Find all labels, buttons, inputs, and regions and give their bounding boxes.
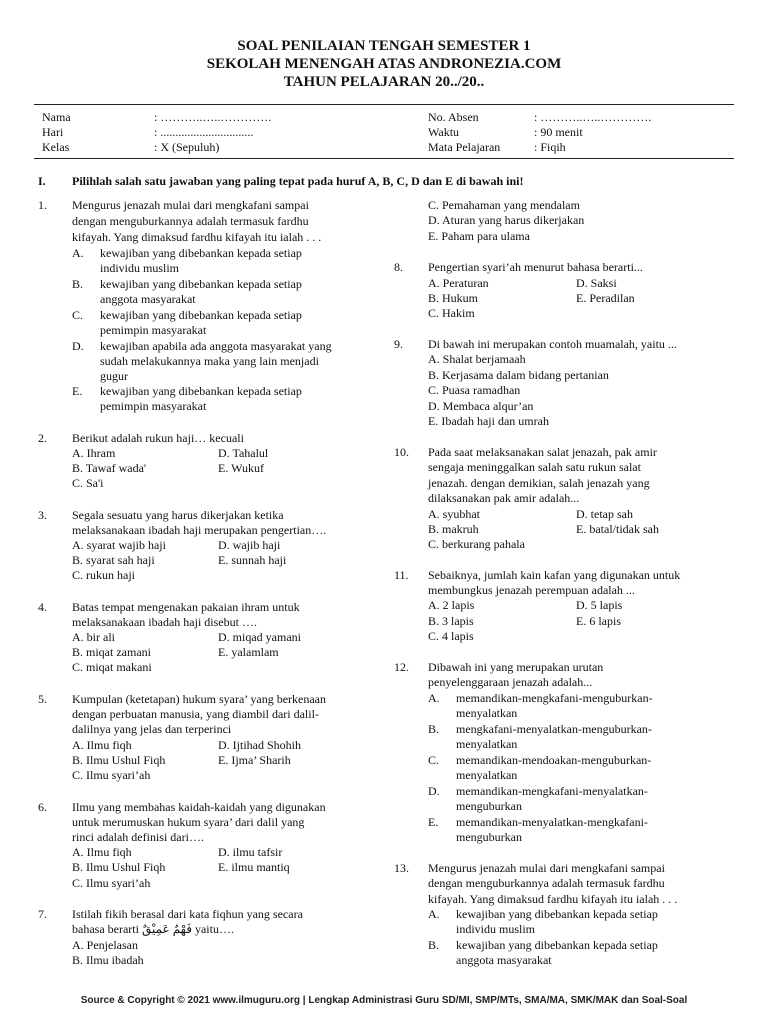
text-line: E. Ibadah haji dan umrah bbox=[428, 414, 549, 428]
text-line: A. syarat wajib haji bbox=[72, 538, 166, 552]
text-line: 10. bbox=[394, 445, 409, 459]
text-line: Kumpulan (ketetapan) hukum syara’ yang berkenaan bbox=[72, 692, 327, 706]
header-rule-bottom bbox=[34, 158, 734, 159]
text-line: membungkus jenazah perempuan adalah ... bbox=[428, 583, 635, 597]
text-line: kewajiban yang dibebankan kepada setiap bbox=[100, 246, 302, 260]
text-line: A. Peraturan bbox=[428, 276, 489, 290]
text-line: B. 3 lapis bbox=[428, 614, 474, 628]
text-line: C. Pemahaman yang mendalam bbox=[428, 198, 580, 212]
text-line: kewajiban yang dibebankan kepada setiap bbox=[100, 384, 302, 398]
text-line: 4. bbox=[38, 600, 47, 614]
text-line: kewajiban yang dibebankan kepada setiap bbox=[100, 277, 302, 291]
text-line: D. tetap sah bbox=[576, 507, 633, 521]
text-line: C. miqat makani bbox=[72, 660, 152, 674]
text-line: E. ilmu mantiq bbox=[218, 860, 290, 874]
text-line: Batas tempat mengenakan pakaian ihram untuk bbox=[72, 600, 300, 614]
text-line: A. Ihram bbox=[72, 446, 116, 460]
text-line: individu muslim bbox=[456, 922, 536, 936]
text-line: E. batal/tidak sah bbox=[576, 522, 659, 536]
text-line: memandikan-mengkafani-menyalatkan- bbox=[456, 784, 648, 798]
text-line: 9. bbox=[394, 337, 403, 351]
text-line: Pengertian syari’ah menurut bahasa berarti... bbox=[428, 260, 643, 274]
text-line: C. bbox=[428, 753, 440, 767]
footer-copyright: Source & Copyright © 2021 www.ilmuguru.org | Lengkap Administrasi Guru SD/MI, SMP/MTs, SMA/MA, SMK/MAK dan Soal-Soal bbox=[80, 995, 688, 1006]
text-line: B. makruh bbox=[428, 522, 479, 536]
text-line: dengan menguburkannya adalah termasuk fardhu bbox=[72, 214, 309, 228]
text-line: dengan perbuatan manusia, yang diambil dari dalil- bbox=[72, 707, 319, 721]
text-line: dilaksanakan pak amir adalah... bbox=[428, 491, 580, 505]
text-line: D. Aturan yang harus dikerjakan bbox=[428, 213, 585, 227]
text-line: menyalatkan bbox=[456, 768, 518, 782]
text-line: Mengurus jenazah mulai dari mengkafani sampai bbox=[72, 198, 309, 212]
text-line: memandikan-mendoakan-menguburkan- bbox=[456, 753, 652, 767]
text-line: kifayah. Yang dimaksud fardhu kifayah itu ialah . . . bbox=[72, 230, 322, 244]
text-line: rinci adalah definisi dari…. bbox=[72, 830, 204, 844]
text-line: kewajiban apabila ada anggota masyarakat yang bbox=[100, 339, 332, 353]
text-line: anggota masyarakat bbox=[100, 292, 196, 306]
text-line: 13. bbox=[394, 861, 409, 875]
text-line: E. Ijma’ Sharih bbox=[218, 753, 291, 767]
text-line: menguburkan bbox=[456, 799, 522, 813]
text-line: E. bbox=[72, 384, 83, 398]
waktu-value: : 90 menit bbox=[534, 125, 583, 139]
text-line: kewajiban yang dibebankan kepada setiap bbox=[456, 907, 658, 921]
text-line: D. miqad yamani bbox=[218, 630, 301, 644]
text-line: pemimpin masyarakat bbox=[100, 399, 207, 413]
text-line: C. berkurang pahala bbox=[428, 537, 525, 551]
text-line: E. 6 lapis bbox=[576, 614, 621, 628]
text-line: C. Ilmu syari’ah bbox=[72, 876, 151, 890]
text-line: E. bbox=[428, 815, 439, 829]
text-line: E. Paham para ulama bbox=[428, 229, 530, 243]
nama-value: : ………..…..…………. bbox=[154, 110, 272, 124]
text-line: C. 4 lapis bbox=[428, 629, 474, 643]
text-line: D. Membaca alqur’an bbox=[428, 399, 534, 413]
text-line: B. bbox=[428, 722, 440, 736]
text-line: C. Sa'i bbox=[72, 476, 104, 490]
text-line: D. bbox=[428, 784, 440, 798]
text-line: 8. bbox=[394, 260, 403, 274]
text-line: sengaja meninggalkan salah satu rukun salat bbox=[428, 460, 641, 474]
text-line: D. wajib haji bbox=[218, 538, 281, 552]
text-line: menyalatkan bbox=[456, 737, 518, 751]
text-line: B. Ilmu Ushul Fiqh bbox=[72, 753, 166, 767]
text-line: B. Kerjasama dalam bidang pertanian bbox=[428, 368, 609, 382]
text-line: bahasa berarti فَهْمٌ عَمِيْقٌ yaitu…. bbox=[72, 922, 234, 936]
nama-label: Nama bbox=[42, 110, 71, 124]
text-line: 1. bbox=[38, 198, 47, 212]
absen-label: No. Absen bbox=[428, 110, 479, 124]
text-line: D. Tahalul bbox=[218, 446, 269, 460]
text-line: penyelenggaraan jenazah adalah... bbox=[428, 675, 593, 689]
text-line: A. bir ali bbox=[72, 630, 115, 644]
text-line: dengan menguburkannya adalah termasuk fardhu bbox=[428, 876, 665, 890]
kelas-value: : X (Sepuluh) bbox=[154, 140, 220, 154]
text-line: mengkafani-menyalatkan-menguburkan- bbox=[456, 722, 652, 736]
text-line: Istilah fikih berasal dari kata fiqhun yang secara bbox=[72, 907, 303, 921]
text-line: A. Ilmu fiqh bbox=[72, 845, 132, 859]
text-line: Mengurus jenazah mulai dari mengkafani sampai bbox=[428, 861, 665, 875]
text-line: sudah melakukannya maka yang lain menjadi bbox=[100, 354, 319, 368]
text-line: pemimpin masyarakat bbox=[100, 323, 207, 337]
title-line-2: SEKOLAH MENENGAH ATAS ANDRONEZIA.COM bbox=[206, 56, 562, 72]
text-line: 3. bbox=[38, 508, 47, 522]
text-line: D. Saksi bbox=[576, 276, 617, 290]
text-line: B. Tawaf wada' bbox=[72, 461, 147, 475]
text-line: untuk merumuskan hukum syara’ dari dalil yang bbox=[72, 815, 305, 829]
text-line: E. sunnah haji bbox=[218, 553, 287, 567]
text-line: A. Ilmu fiqh bbox=[72, 738, 132, 752]
text-line: A. 2 lapis bbox=[428, 598, 475, 612]
text-line: kewajiban yang dibebankan kepada setiap bbox=[456, 938, 658, 952]
text-line: Dibawah ini yang merupakan urutan bbox=[428, 660, 604, 674]
text-line: A. Penjelasan bbox=[72, 938, 138, 952]
text-line: 2. bbox=[38, 431, 47, 445]
text-line: Ilmu yang membahas kaidah-kaidah yang digunakan bbox=[72, 800, 326, 814]
text-line: D. Ijtihad Shohih bbox=[218, 738, 301, 752]
text-line: Pada saat melaksanakan salat jenazah, pak amir bbox=[428, 445, 657, 459]
hari-value: : ............................... bbox=[154, 125, 254, 139]
text-line: individu muslim bbox=[100, 261, 180, 275]
text-line: B. syarat sah haji bbox=[72, 553, 155, 567]
section-instruction: Pilihlah salah satu jawaban yang paling tepat pada huruf A, B, C, D dan E di bawah ini! bbox=[72, 174, 524, 188]
title-line-3: TAHUN PELAJARAN 20../20.. bbox=[283, 74, 485, 90]
mapel-label: Mata Pelajaran bbox=[428, 140, 501, 154]
text-line: menguburkan bbox=[456, 830, 522, 844]
text-line: A. syubhat bbox=[428, 507, 480, 521]
hari-label: Hari bbox=[42, 125, 64, 139]
absen-value: : ………..…..…………. bbox=[534, 110, 652, 124]
text-line: D. ilmu tafsir bbox=[218, 845, 283, 859]
text-line: kifayah. Yang dimaksud fardhu kifayah itu ialah . . . bbox=[428, 892, 678, 906]
text-line: E. Peradilan bbox=[576, 291, 635, 305]
text-line: anggota masyarakat bbox=[456, 953, 552, 967]
text-line: C. Puasa ramadhan bbox=[428, 383, 521, 397]
text-line: A. Shalat berjamaah bbox=[428, 352, 526, 366]
text-line: gugur bbox=[100, 369, 128, 383]
waktu-label: Waktu bbox=[428, 125, 460, 139]
text-line: B. Hukum bbox=[428, 291, 479, 305]
text-line: E. yalamlam bbox=[218, 645, 279, 659]
kelas-label: Kelas bbox=[42, 140, 70, 154]
text-line: Di bawah ini merupakan contoh muamalah, yaitu ... bbox=[428, 337, 677, 351]
title-line-1: SOAL PENILAIAN TENGAH SEMESTER 1 bbox=[237, 38, 531, 54]
text-line: B. bbox=[428, 938, 440, 952]
text-line: Segala sesuatu yang harus dikerjakan ketika bbox=[72, 508, 284, 522]
text-line: melaksanakaan ibadah haji disebut …. bbox=[72, 615, 257, 629]
text-line: E. Wukuf bbox=[218, 461, 264, 475]
text-line: C. rukun haji bbox=[72, 568, 135, 582]
text-line: B. miqat zamani bbox=[72, 645, 151, 659]
text-line: B. Ilmu Ushul Fiqh bbox=[72, 860, 166, 874]
section-number: I. bbox=[38, 174, 46, 188]
text-line: 11. bbox=[394, 568, 409, 582]
text-line: A. bbox=[428, 691, 440, 705]
text-line: melaksanakaan ibadah haji merupakan pengertian…. bbox=[72, 523, 327, 537]
text-line: memandikan-mengkafani-menguburkan- bbox=[456, 691, 653, 705]
text-line: Sebaiknya, jumlah kain kafan yang digunakan untuk bbox=[428, 568, 681, 582]
text-line: B. bbox=[72, 277, 84, 291]
mapel-value: : Fiqih bbox=[534, 140, 566, 154]
text-line: D. bbox=[72, 339, 84, 353]
text-line: 12. bbox=[394, 660, 409, 674]
text-line: C. bbox=[72, 308, 84, 322]
text-line: D. 5 lapis bbox=[576, 598, 623, 612]
text-line: 7. bbox=[38, 907, 47, 921]
text-line: jenazah. dengan demikian, salah jenazah yang bbox=[428, 476, 650, 490]
text-line: Berikut adalah rukun haji… kecuali bbox=[72, 431, 244, 445]
text-line: menyalatkan bbox=[456, 706, 518, 720]
text-line: C. Hakim bbox=[428, 306, 475, 320]
text-line: memandikan-menyalatkan-mengkafani- bbox=[456, 815, 648, 829]
text-line: 6. bbox=[38, 800, 47, 814]
text-line: 5. bbox=[38, 692, 47, 706]
text-line: dalilnya yang jelas dan terperinci bbox=[72, 722, 232, 736]
text-line: C. Ilmu syari’ah bbox=[72, 768, 151, 782]
text-line: A. bbox=[72, 246, 84, 260]
text-line: A. bbox=[428, 907, 440, 921]
text-line: B. Ilmu ibadah bbox=[72, 953, 144, 967]
text-line: kewajiban yang dibebankan kepada setiap bbox=[100, 308, 302, 322]
header-rule-top bbox=[34, 104, 734, 105]
